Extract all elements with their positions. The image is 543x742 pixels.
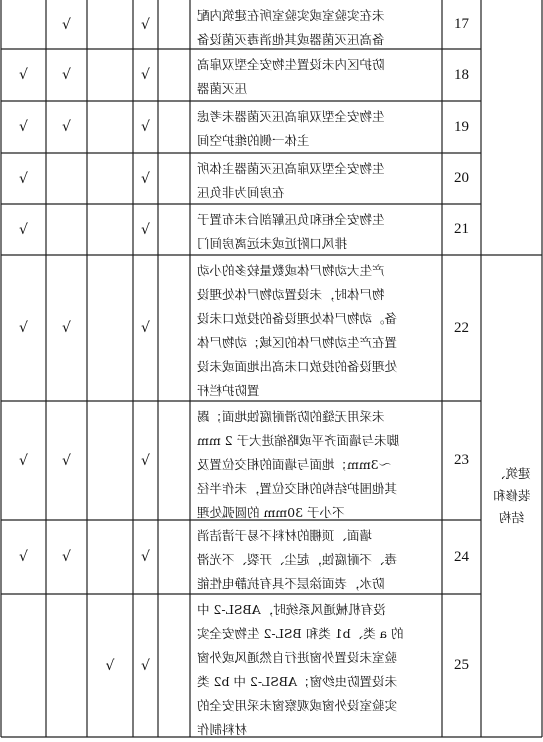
description-line: 压灭菌器 bbox=[197, 81, 248, 96]
mark-cell bbox=[158, 153, 190, 204]
mark-cell bbox=[87, 101, 133, 153]
mark-cell bbox=[46, 594, 87, 737]
description-line: ～3mm；地面与墙面的相交位置及 bbox=[197, 457, 392, 472]
description-line: 排风口附近或未远离房间门 bbox=[197, 236, 348, 251]
mark-cell: √ bbox=[62, 16, 71, 33]
description-line: 的 a 类、b1 类和 BSL-2 生物安全实 bbox=[197, 626, 404, 641]
description-line: 其他围护结构的相交位置，未作半径 bbox=[197, 481, 398, 496]
description-cell bbox=[190, 49, 442, 101]
mark-cell bbox=[1, 594, 46, 737]
mark-cell bbox=[158, 0, 190, 49]
mark-cell bbox=[87, 153, 133, 204]
description-line: 实验室设外窗或观察窗未采用安全的 bbox=[197, 698, 398, 713]
table-row bbox=[0, 153, 543, 204]
description-line: 生物安全型双扉高压灭菌器未考虑 bbox=[197, 109, 385, 124]
mark-cell bbox=[158, 204, 190, 255]
mark-cell bbox=[158, 520, 190, 594]
table-row bbox=[0, 0, 543, 49]
row-number: 24 bbox=[454, 548, 469, 565]
mark-cell bbox=[87, 255, 133, 401]
category-label-line: 装修和 bbox=[493, 488, 531, 503]
table-row bbox=[0, 255, 543, 401]
mark-cell: √ bbox=[141, 221, 150, 238]
description-cell bbox=[190, 255, 442, 401]
description-line: 未采用无缝的防滑耐腐蚀地面；踢 bbox=[197, 409, 385, 424]
description-line: 备。动物尸体处理设备的投放口未设 bbox=[197, 311, 398, 326]
description-line: 防护区内未设置生物安全型双扉高 bbox=[197, 57, 385, 72]
mark-cell bbox=[158, 49, 190, 101]
description-cell bbox=[190, 204, 442, 255]
mark-cell bbox=[87, 204, 133, 255]
mark-cell: √ bbox=[141, 119, 150, 135]
description-line: 生物安全型双扉高压灭菌器主体所 bbox=[197, 161, 385, 176]
description-cell bbox=[190, 101, 442, 153]
row-number: 22 bbox=[454, 319, 469, 336]
description-line: 脚未与墙面齐平或略缩进大于 2 mm bbox=[197, 433, 400, 448]
table-row bbox=[0, 401, 543, 520]
description-cell bbox=[190, 520, 442, 594]
mark-cell bbox=[1, 0, 46, 49]
description-line: 没有机械通风系统时，ABSL-2 中 bbox=[197, 602, 386, 617]
mark-cell: √ bbox=[19, 67, 28, 83]
description-line: 置在产生动物尸体的区域；动物尸体 bbox=[197, 335, 398, 350]
mark-cell bbox=[158, 101, 190, 153]
description-cell bbox=[190, 594, 442, 737]
description-line: 材料制作 bbox=[197, 722, 248, 737]
row-number: 20 bbox=[454, 170, 469, 186]
description-line: 主体一侧的维护空间 bbox=[197, 133, 310, 148]
table-row bbox=[0, 101, 543, 153]
description-line: 未在实验室或实验室所在建筑内配 bbox=[197, 8, 385, 23]
mark-cell: √ bbox=[105, 657, 115, 674]
description-line: 毒、不耐腐蚀，起尘、开裂、不光滑 bbox=[197, 552, 398, 567]
mark-cell: √ bbox=[141, 657, 150, 674]
table-row bbox=[0, 594, 543, 737]
description-line: 产生大动物尸体或数量较多的小动 bbox=[197, 263, 385, 278]
description-cell bbox=[190, 153, 442, 204]
category-label-line: 结构 bbox=[499, 510, 525, 525]
table-row bbox=[0, 520, 543, 594]
description-line: 处理设备的投放口未高出地面或未设 bbox=[197, 359, 398, 374]
row-number: 18 bbox=[454, 66, 469, 83]
mark-cell: √ bbox=[141, 16, 150, 33]
mark-cell: √ bbox=[19, 549, 28, 565]
description-cell bbox=[190, 401, 442, 520]
mark-cell: √ bbox=[19, 119, 28, 135]
mark-cell bbox=[87, 401, 133, 520]
description-line: 置防护栏杆 bbox=[197, 383, 260, 398]
description-line: 不小于 30mm 的圆弧处理 bbox=[197, 505, 345, 520]
mark-cell bbox=[158, 594, 190, 737]
mark-cell: √ bbox=[19, 170, 28, 187]
mark-cell: √ bbox=[62, 320, 71, 336]
description-line: 验室未设置外窗进行自然通风或外窗 bbox=[197, 650, 398, 665]
description-line: 墙面、顶棚的材料不易于清洁消 bbox=[197, 528, 373, 543]
table-row bbox=[0, 204, 543, 255]
mark-cell: √ bbox=[19, 320, 28, 336]
category-cell bbox=[481, 255, 543, 737]
mark-cell: √ bbox=[62, 67, 71, 83]
description-line: 未设置防虫纱窗；ABSL-2 中 b2 类 bbox=[197, 674, 398, 689]
row-number: 23 bbox=[454, 452, 469, 468]
description-line: 物尸体时，未设置动物尸体处理设 bbox=[197, 287, 385, 302]
mark-cell: √ bbox=[62, 549, 71, 565]
description-cell bbox=[190, 0, 442, 49]
mark-cell: √ bbox=[19, 221, 28, 238]
mark-cell bbox=[158, 255, 190, 401]
mark-cell: √ bbox=[62, 119, 71, 135]
description-line: 在房间为非负压 bbox=[197, 185, 285, 200]
description-line: 备高压灭菌器或其他消毒灭菌设备 bbox=[197, 32, 385, 47]
row-number: 25 bbox=[454, 657, 469, 673]
mark-cell: √ bbox=[141, 452, 150, 469]
mark-cell bbox=[87, 520, 133, 594]
mark-cell bbox=[46, 204, 87, 255]
mark-cell bbox=[158, 401, 190, 520]
mark-cell: √ bbox=[141, 549, 150, 565]
table-row bbox=[0, 49, 543, 101]
description-line: 生物安全柜和负压解剖台未布置于 bbox=[197, 212, 385, 227]
description-line: 防水，表面涂层不具有抗静电性能 bbox=[197, 576, 385, 591]
mark-cell: √ bbox=[19, 452, 28, 469]
category-label-line: 建筑、 bbox=[493, 466, 531, 481]
mark-cell: √ bbox=[141, 320, 150, 336]
mark-cell bbox=[87, 49, 133, 101]
mark-cell bbox=[46, 153, 87, 204]
row-number: 19 bbox=[454, 118, 469, 135]
mark-cell: √ bbox=[141, 67, 150, 83]
mark-cell: √ bbox=[62, 452, 71, 469]
mark-cell: √ bbox=[141, 170, 150, 187]
row-number: 21 bbox=[454, 221, 469, 237]
mark-cell bbox=[87, 0, 133, 49]
row-number: 17 bbox=[454, 16, 469, 32]
